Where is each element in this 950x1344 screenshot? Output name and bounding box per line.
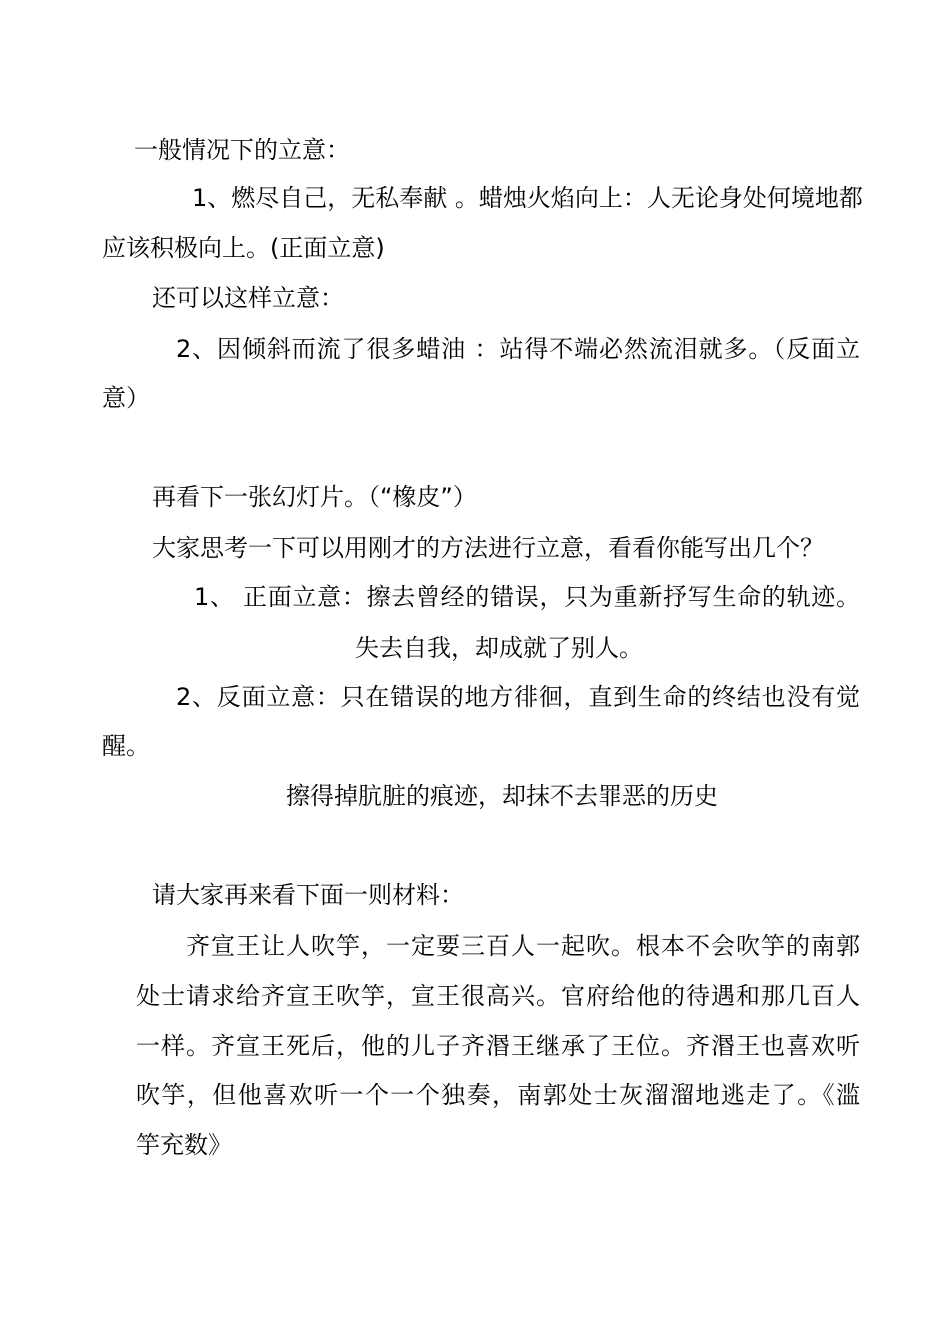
story-line-5: 竽充数》: [136, 1131, 232, 1159]
section2-positive-line2: 失去自我，却成就了别人。: [355, 634, 643, 662]
section1-item2-line2: 意）: [102, 384, 150, 412]
section2-negative-line1: 2、反面立意：只在错误的地方徘徊，直到生命的终结也没有觉: [176, 683, 860, 711]
section1-heading: 一般情况下的立意：: [134, 136, 350, 164]
section3-intro: 请大家再来看下面一则材料：: [152, 881, 464, 909]
section1-item2-line1: 2、因倾斜而流了很多蜡油 ：站得不端必然流泪就多。（反面立: [176, 335, 860, 363]
section2-negative-line3: 擦得掉肮脏的痕迹，却抹不去罪恶的历史: [286, 782, 718, 810]
section1-item1-line2: 应该积极向上。(正面立意): [102, 234, 385, 262]
story-line-3: 一样。齐宣王死后，他的儿子齐湣王继承了王位。齐湣王也喜欢听: [136, 1032, 860, 1060]
section2-intro: 再看下一张幻灯片。（“橡皮”）: [152, 483, 477, 511]
section1-also-heading: 还可以这样立意：: [152, 284, 344, 312]
section1-item1-line1: 1、燃尽自己，无私奉献 。蜡烛火焰向上：人无论身处何境地都: [192, 184, 863, 212]
story-line-4: 吹竽，但他喜欢听一个一个独奏，南郭处士灰溜溜地逃走了。《滥: [136, 1081, 860, 1109]
story-line-1: 齐宣王让人吹竽，一定要三百人一起吹。根本不会吹竽的南郭: [186, 932, 860, 960]
story-line-2: 处士请求给齐宣王吹竽，宣王很高兴。官府给他的待遇和那几百人: [136, 982, 860, 1010]
section2-question: 大家思考一下可以用刚才的方法进行立意，看看你能写出几个？: [152, 534, 824, 562]
section2-negative-line2: 醒。: [102, 732, 150, 760]
section2-positive-line1: 1、 正面立意：擦去曾经的错误，只为重新抒写生命的轨迹。: [194, 583, 860, 611]
